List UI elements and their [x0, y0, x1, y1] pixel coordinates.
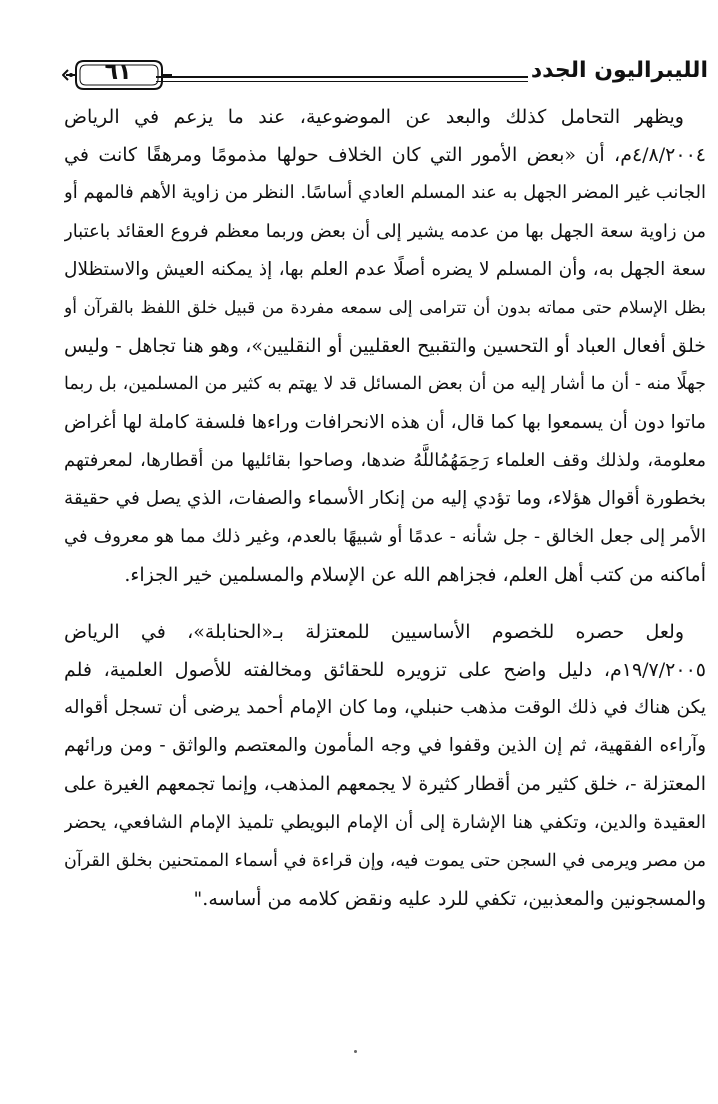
page-mark [354, 1050, 357, 1053]
text-line: الجانب غير المضر الجهل به عند المسلم العادي أساسًا. النظر من زاوية الأهم فالمهم أو [64, 182, 706, 204]
page-number: ٦١ [104, 60, 132, 85]
paragraph-2 [64, 613, 706, 919]
text-line: من زاوية سعة الجهل بها من عدمه يشير إلى أن بعض وربما معظم فروع العقائد باعتبار [64, 220, 706, 242]
text-line: ماتوا دون أن يسمعوا بها كما قال، أن هذه الانحرافات وراءها فلسفة كاملة لها أغراض [64, 411, 706, 433]
text-line: ١٩/٧/٢٠٠٥م، دليل واضح على تزويره للحقائق ومخالفته للأصول العلمية، فلم [64, 658, 706, 681]
header-rule-thin [156, 81, 528, 82]
text-line: العقيدة والدين، وتكفي هنا الإشارة إلى أن الإمام البويطي تلميذ الإمام الشافعي، يحضر [64, 811, 706, 833]
text-line: وآراءه الفقهية، ثم إن الذين وقفوا في وجه المأمون والمعتصم والواثق - ومن ورائهم [64, 735, 706, 757]
text-line: جهلًا منه - أن ما أشار إليه من أن بعض المسائل قد لا يهتم به كثير من المسلمين، بل ربما [64, 374, 706, 395]
text-line: أماكنه من كتب أهل العلم، فجزاهم الله عن الإسلام والمسلمين خير الجزاء. [124, 564, 706, 587]
text-line: من مصر ويرمى في السجن حتى يموت فيه، وإن قراءة في أسماء الممتحنين بخلق القرآن [64, 850, 706, 871]
text-line: معلومة، ولذلك وقف العلماء رَحِمَهُمُاللَّهُ ضدها، وصاحوا بقائليها من أقطارها، لمعرفتهم [64, 449, 706, 471]
paragraph-1 [64, 98, 706, 595]
text-line: والمسجونين والمعذبين، تكفي للرد عليه ونقض كلامه من أساسه." [193, 888, 706, 911]
text-line: ٤/٨/٢٠٠٤م، أن «بعض الأمور التي كان الخلاف حولها مذمومًا ومرهقًا كانت في [64, 144, 706, 167]
text-line: المعتزلة -، خلق كثير من أقطار كثيرة لا يجمعهم المذهب، وإنما تجمعهم الغيرة على [64, 773, 706, 796]
text-line: سعة الجهل به، وأن المسلم لا يضره أصلًا عدم العلم بها، إذ يمكنه العيش والاستظلال [64, 258, 706, 280]
page-header [62, 52, 708, 98]
text-line: بخطورة أقوال هؤلاء، وما تؤدي إليه من إنكار الأسماء والصفات، الذي يصل في حقيقة [64, 488, 706, 510]
page-number-frame [62, 56, 172, 94]
text-line: ولعل حصره للخصوم الأساسيين للمعتزلة بـ«الحنابلة»، في الرياض [64, 620, 684, 643]
text-line: ويظهر التحامل كذلك والبعد عن الموضوعية، عند ما يزعم في الرياض [64, 106, 684, 128]
text-line: يكن هناك في ذلك الوقت مذهب حنبلي، وما كان الإمام أحمد يرضى أن تسجل أقواله [64, 697, 706, 719]
text-line: بظل الإسلام حتى مماته بدون أن تترامى إلى سمعه مفردة من قبيل خلق اللفظ بالقرآن أو [64, 298, 706, 319]
book-title: الليبراليون الجدد [530, 58, 708, 83]
header-rule [156, 76, 528, 78]
page-body [64, 98, 706, 918]
text-line: الأمر إلى جعل الخالق - جل شأنه - عدمًا أو شبيهًا بالعدم، وغير ذلك مما هو معروف في [64, 526, 706, 548]
text-line: خلق أفعال العباد أو التحسين والتقبيح العقليين أو النقليين»، وهو هنا تجاهل - وليس [64, 335, 706, 358]
